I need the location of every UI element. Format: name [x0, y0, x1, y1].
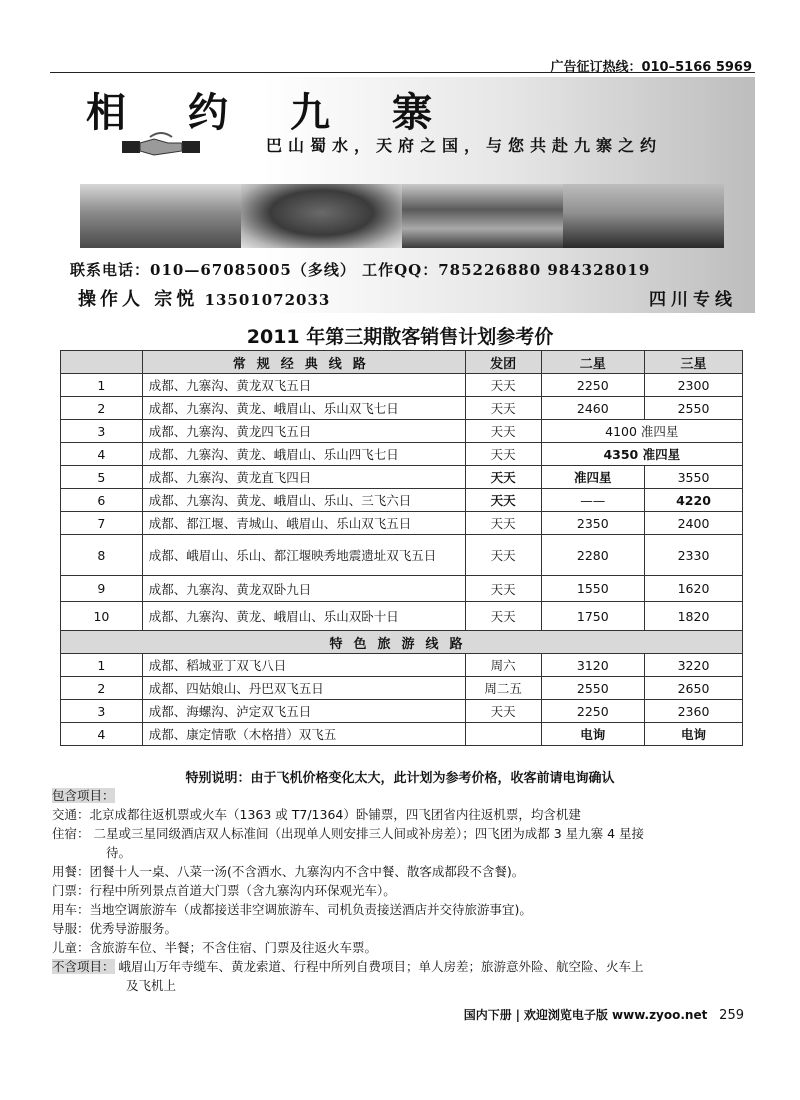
row-merged-price: 4100 准四星: [541, 420, 742, 443]
table-row: [61, 576, 743, 602]
row-depart: 天天: [465, 489, 541, 512]
page-title: 2011 年第三期散客销售计划参考价: [246, 326, 554, 348]
row-depart: 天天: [465, 512, 541, 535]
row-three-star: 2650: [645, 677, 743, 700]
row-route: 成都、九寨沟、黄龙、峨眉山、乐山、三飞六日: [142, 489, 465, 512]
header-no: [61, 351, 143, 374]
note-meals: 用餐：团餐十人一桌、八菜一汤(不含酒水、九寨沟内不含中餐、散客成都段不含餐)。: [52, 864, 525, 879]
qq-numbers: 785226880 984328019: [438, 261, 651, 279]
row-route: 成都、九寨沟、黄龙四飞五日: [142, 420, 465, 443]
row-no: 6: [61, 489, 143, 512]
note-lodging-cont: 待。: [106, 845, 132, 860]
row-route: 成都、四姑娘山、丹巴双飞五日: [142, 677, 465, 700]
row-three-star: 电询: [645, 723, 743, 746]
row-no: 2: [61, 677, 143, 700]
special-section-title: 特色旅游线路: [61, 631, 743, 654]
table-row: [61, 512, 743, 535]
operator-phone: 13501072033: [204, 291, 331, 309]
row-three-star: 1620: [645, 576, 743, 602]
row-depart: 天天: [465, 443, 541, 466]
row-depart: 周六: [465, 654, 541, 677]
included-title: 包含项目：: [52, 788, 115, 803]
header-two-star: 二星: [541, 351, 644, 374]
contact-line: [70, 259, 650, 280]
row-two-star: 1550: [541, 576, 644, 602]
photo-terraces: [80, 184, 241, 248]
table-row: [61, 397, 743, 420]
row-depart: 天天: [465, 576, 541, 602]
row-route: 成都、九寨沟、黄龙、峨眉山、乐山双卧十日: [142, 602, 465, 631]
row-depart: 天天: [465, 535, 541, 576]
row-three-star: 4220: [645, 489, 743, 512]
operator-label: 操作人 宗悦: [78, 289, 199, 310]
row-route: 成都、康定情歌（木格措）双飞五: [142, 723, 465, 746]
row-two-star: 电询: [541, 723, 644, 746]
footer-volume: 国内下册: [463, 1008, 512, 1022]
note-children: 儿童：含旅游车位、半餐；不含住宿、门票及往返火车票。: [52, 940, 378, 955]
row-two-star: 准四星: [541, 466, 644, 489]
operator-line: [78, 285, 330, 311]
row-two-star: 2250: [541, 374, 644, 397]
row-depart: 天天: [465, 374, 541, 397]
row-three-star: 2330: [645, 535, 743, 576]
note-excluded-cont: 及飞机上: [126, 978, 177, 993]
banner-slogan: 巴山蜀水，天府之国，与您共赴九寨之约: [266, 136, 663, 155]
header-three-star: 三星: [645, 351, 743, 374]
table-row: [61, 700, 743, 723]
row-no: 10: [61, 602, 143, 631]
row-two-star: 2280: [541, 535, 644, 576]
note-lodging: 住宿： 二星或三星同级酒店双人标准间（出现单人则安排三人间或补房差）；四飞团为成都 3 星九寨 4 星接: [52, 826, 645, 841]
row-three-star: 2300: [645, 374, 743, 397]
agency-banner: [52, 77, 755, 313]
row-three-star: 2400: [645, 512, 743, 535]
note-transport: 交通：北京成都往返机票或火车（1363 或 T7/1364）卧铺票，四飞团省内往返机票，均含机建: [52, 807, 581, 822]
row-no: 1: [61, 654, 143, 677]
row-depart: 天天: [465, 397, 541, 420]
row-no: 3: [61, 700, 143, 723]
page-footer: [464, 1006, 744, 1023]
table-row: [61, 466, 743, 489]
row-no: 1: [61, 374, 143, 397]
header-rule: [50, 72, 755, 73]
row-two-star: 2550: [541, 677, 644, 700]
row-two-star: 2460: [541, 397, 644, 420]
row-route: 成都、峨眉山、乐山、都江堰映秀地震遗址双飞五日: [142, 535, 465, 576]
row-route: 成都、九寨沟、黄龙双飞五日: [142, 374, 465, 397]
table-row: [61, 535, 743, 576]
row-two-star: ——: [541, 489, 644, 512]
row-two-star: 1750: [541, 602, 644, 631]
terms-section: [52, 786, 762, 995]
special-section-header: [61, 631, 743, 654]
contact-phone: 010—67085005（多线）: [150, 261, 356, 279]
row-route: 成都、九寨沟、黄龙、峨眉山、乐山四飞七日: [142, 443, 465, 466]
note-vehicle: 用车：当地空调旅游车（成都接送非空调旅游车、司机负责接送酒店并交待旅游事宜)。: [52, 902, 532, 917]
page-number: 259: [719, 1008, 744, 1023]
row-depart: 天天: [465, 466, 541, 489]
header-route: 常规经典线路: [142, 351, 465, 374]
row-two-star: 3120: [541, 654, 644, 677]
row-no: 8: [61, 535, 143, 576]
note-excluded: 峨眉山万年寺缆车、黄龙索道、行程中所列自费项目；单人房差；旅游意外险、航空险、火车上: [118, 959, 644, 974]
row-three-star: 2360: [645, 700, 743, 723]
table-row: [61, 420, 743, 443]
row-three-star: 1820: [645, 602, 743, 631]
row-route: 成都、九寨沟、黄龙直飞四日: [142, 466, 465, 489]
row-three-star: 3550: [645, 466, 743, 489]
row-no: 9: [61, 576, 143, 602]
row-depart: [465, 723, 541, 746]
scenery-photos: [80, 184, 724, 248]
row-depart: 天天: [465, 700, 541, 723]
table-row: [61, 723, 743, 746]
table-row: [61, 374, 743, 397]
banner-title: 相约九寨: [86, 89, 494, 136]
note-guide: 导服：优秀导游服务。: [52, 921, 178, 936]
photo-jiuzhai-lake: [402, 184, 563, 248]
table-row: [61, 654, 743, 677]
table-header: [61, 351, 743, 374]
footer-site: 欢迎浏览电子版 www.zyoo.net: [523, 1008, 708, 1022]
handshake-icon: [120, 129, 202, 165]
row-two-star: 2350: [541, 512, 644, 535]
row-no: 4: [61, 723, 143, 746]
price-table: [60, 350, 743, 746]
row-depart: 天天: [465, 602, 541, 631]
qq-label: 工作QQ：: [362, 261, 439, 279]
table-row: [61, 443, 743, 466]
ad-hotline: 广告征订热线：010–5166 5969: [550, 60, 752, 75]
row-depart: 天天: [465, 420, 541, 443]
row-three-star: 2550: [645, 397, 743, 420]
row-no: 5: [61, 466, 143, 489]
photo-temple: [563, 184, 724, 248]
row-merged-price: 4350 准四星: [541, 443, 742, 466]
row-route: 成都、海螺沟、泸定双飞五日: [142, 700, 465, 723]
note-tickets: 门票：行程中所列景点首道大门票（含九寨沟内环保观光车）。: [52, 883, 396, 898]
footer-separator: |: [515, 1008, 521, 1022]
row-no: 4: [61, 443, 143, 466]
sichuan-tag: 四川专线: [649, 290, 737, 310]
row-route: 成都、都江堰、青城山、峨眉山、乐山双飞五日: [142, 512, 465, 535]
row-two-star: 2250: [541, 700, 644, 723]
row-no: 3: [61, 420, 143, 443]
row-three-star: 3220: [645, 654, 743, 677]
row-no: 2: [61, 397, 143, 420]
row-route: 成都、九寨沟、黄龙、峨眉山、乐山双飞七日: [142, 397, 465, 420]
row-route: 成都、稻城亚丁双飞八日: [142, 654, 465, 677]
header-depart: 发团: [465, 351, 541, 374]
table-row: [61, 602, 743, 631]
table-row: [61, 677, 743, 700]
special-note: 特别说明：由于飞机价格变化太大，此计划为参考价格，收客前请电询确认: [185, 771, 615, 786]
excluded-title: 不含项目：: [52, 959, 115, 974]
row-no: 7: [61, 512, 143, 535]
table-row: [61, 489, 743, 512]
photo-giant-buddha: [241, 184, 402, 248]
row-route: 成都、九寨沟、黄龙双卧九日: [142, 576, 465, 602]
row-depart: 周二五: [465, 677, 541, 700]
contact-label: 联系电话：: [70, 261, 151, 279]
